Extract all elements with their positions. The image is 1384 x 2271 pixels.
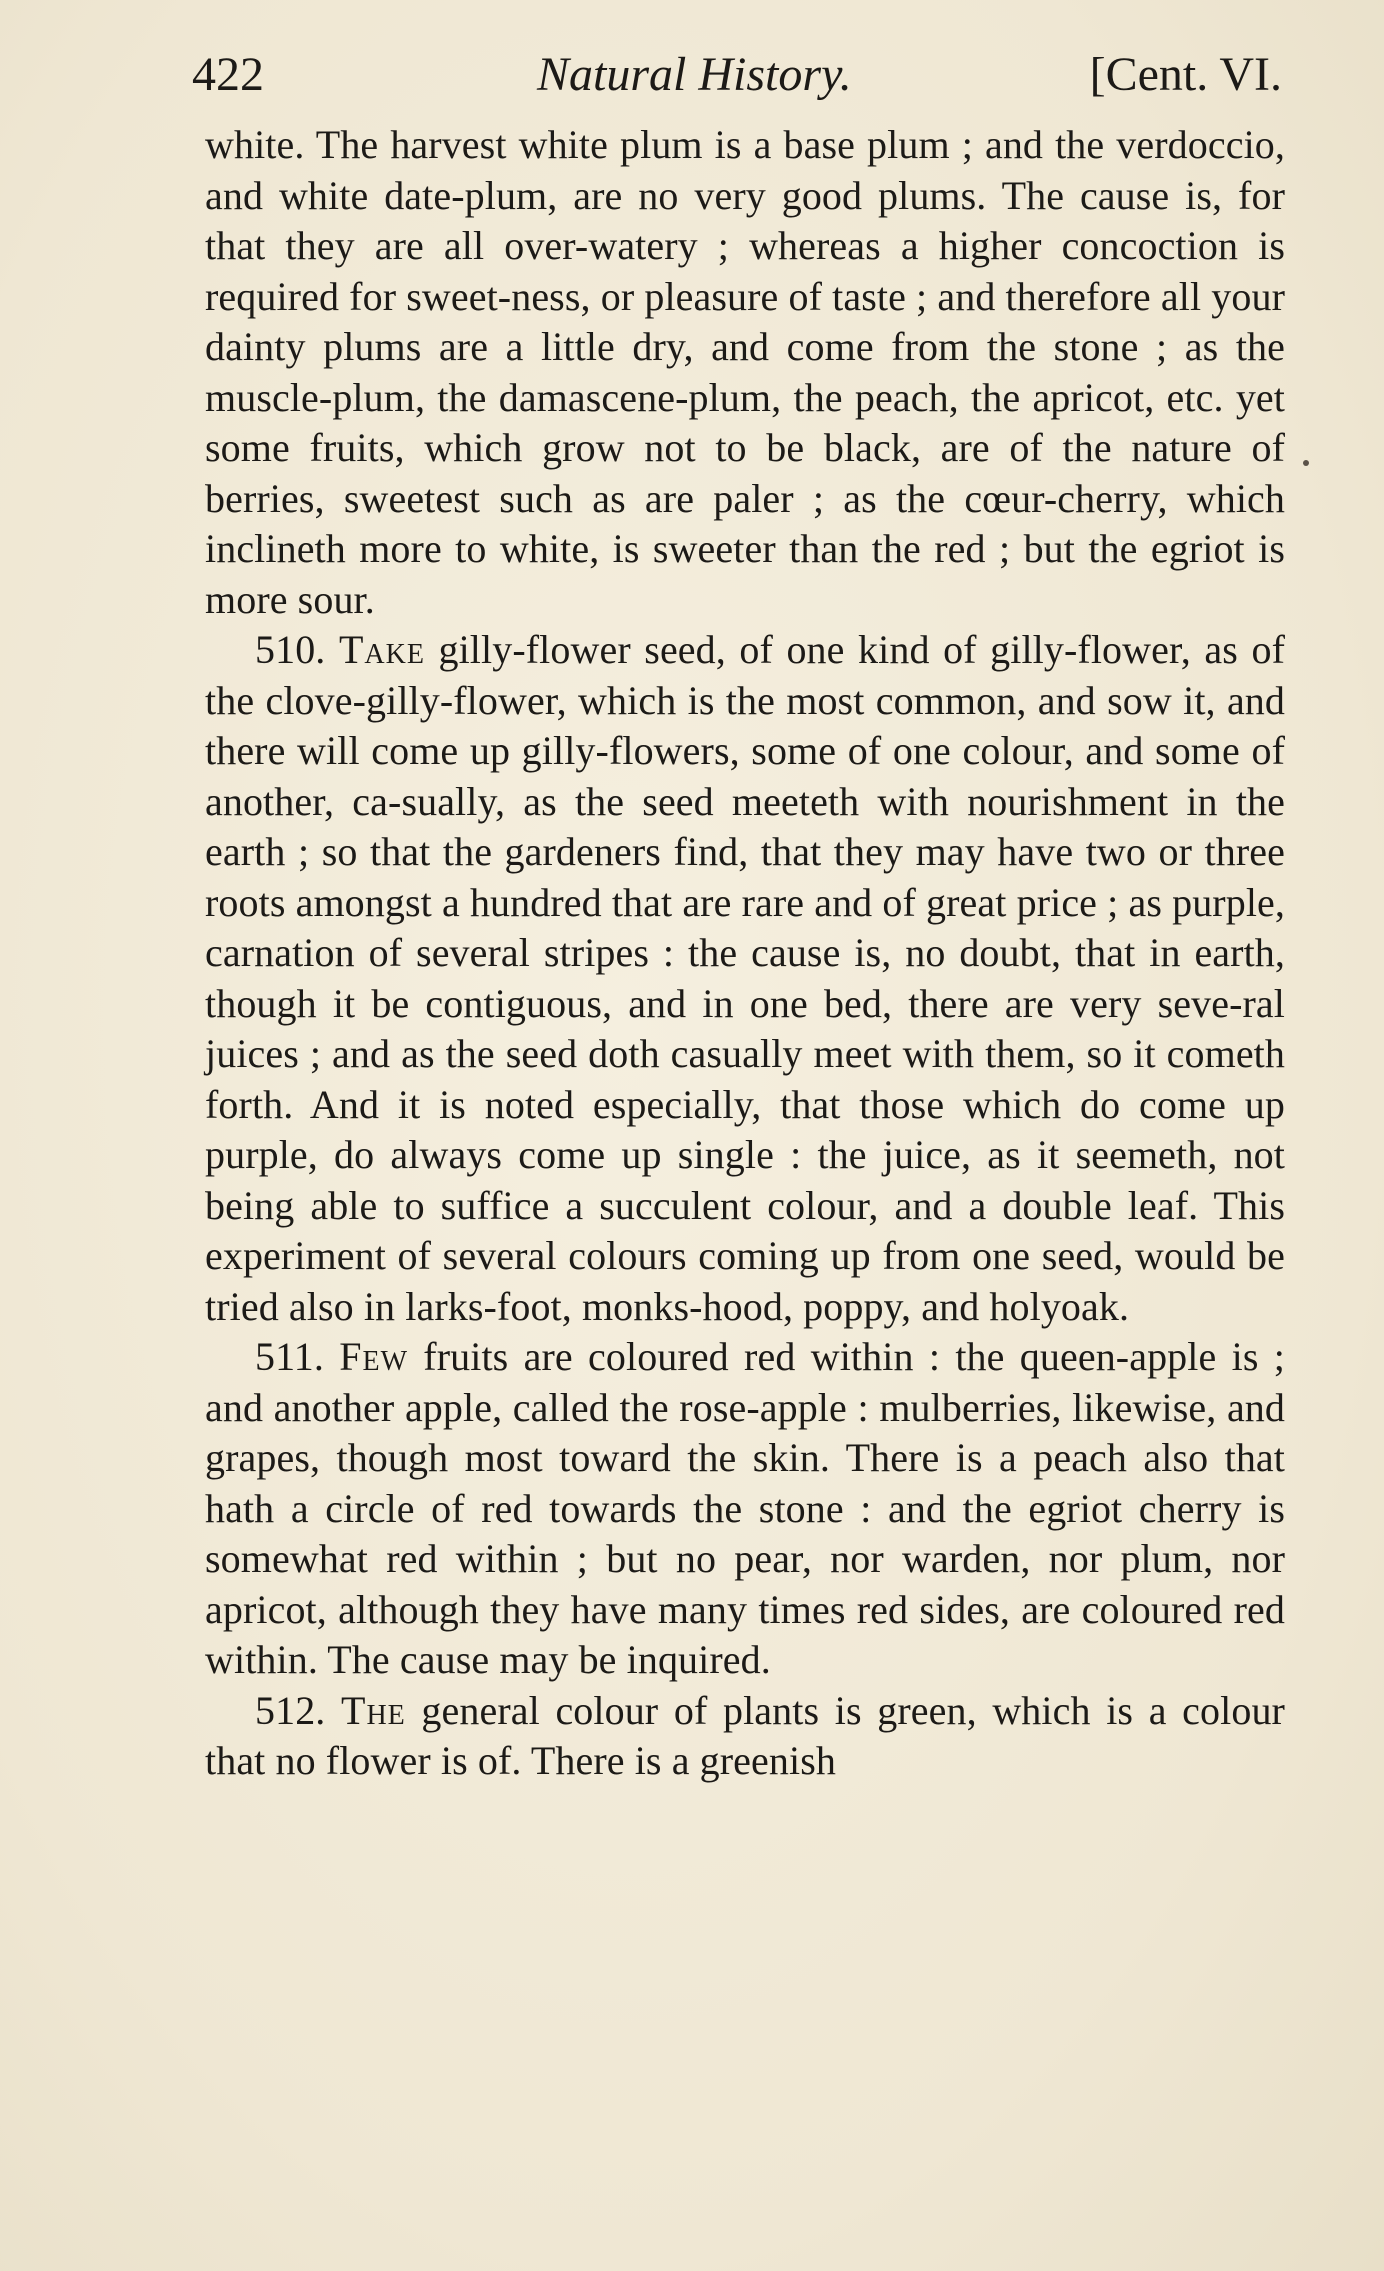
page-number: 422 [192,48,264,101]
paragraph-lead-word: The [341,1687,406,1733]
paragraph-512 [205,1686,1285,1787]
paragraph-lead-word: Few [339,1334,408,1379]
paragraph-text: general colour of plants is green, which is a colour that no flower is of. There is a greenish [205,1687,1285,1783]
body-text [205,120,1285,1787]
paragraph-number: 512. [255,1687,326,1733]
paragraph-lead-word: Take [338,627,425,672]
paragraph-text: white. The harvest white plum is a base plum ; and the verdoccio, and white date-plum, are no very good plums. The cause is, for that they are all over-watery ; whereas a higher concoction is required for sweet-ness, or pleasure of taste ; and therefore all your dainty plums are a little dry, and come from the stone ; as the muscle-plum, the damascene-plum, the peach, the apricot, etc. yet some fruits, which grow not to be black, are of the nature of berries, sweetest such as are paler ; as the cœur-cherry, which inclineth more to white, is sweeter than the red ; but the egriot is more sour. [205,122,1285,622]
running-title: Natural History. [537,48,852,101]
paragraph-510 [205,625,1285,1332]
paragraph-511 [205,1332,1285,1686]
paragraph-text: fruits are coloured red within : the queen-apple is ; and another apple, called the rose-apple : mulberries, likewise, and grapes, though most toward the skin. There is a peach also that hath a circle of red towards the stone : and the egriot cherry is somewhat red within ; but no pear, nor warden, nor plum, nor apricot, although they have many times red sides, are coloured red within. The cause may be inquired. [205,1334,1285,1682]
paragraph-text: gilly-flower seed, of one kind of gilly-flower, as of the clove-gilly-flower, which is the most common, and sow it, and there will come up gilly-flowers, some of one colour, and some of another, ca-sually, as the seed meeteth with nourishment in the earth ; so that the gardeners find, that they may have two or three roots amongst a hundred that are rare and of great price ; as purple, carnation of several stripes : the cause is, no doubt, that in earth, though it be contiguous, and in one bed, there are very seve-ral juices ; and as the seed doth casually meet with them, so it cometh forth. And it is noted especially, that those which do come up purple, do always come up single : the juice, as it seemeth, not being able to suffice a succulent colour, and a double leaf. This experiment of several colours coming up from one seed, would be tried also in larks-foot, monks-hood, poppy, and holyoak. [205,627,1286,1329]
paragraph-continuation [205,120,1285,625]
ink-speck-mark [1303,460,1309,466]
page-header [192,40,1282,110]
paragraph-number: 510. [255,627,326,672]
paragraph-number: 511. [255,1334,324,1379]
section-reference: [Cent. VI. [1089,48,1282,101]
